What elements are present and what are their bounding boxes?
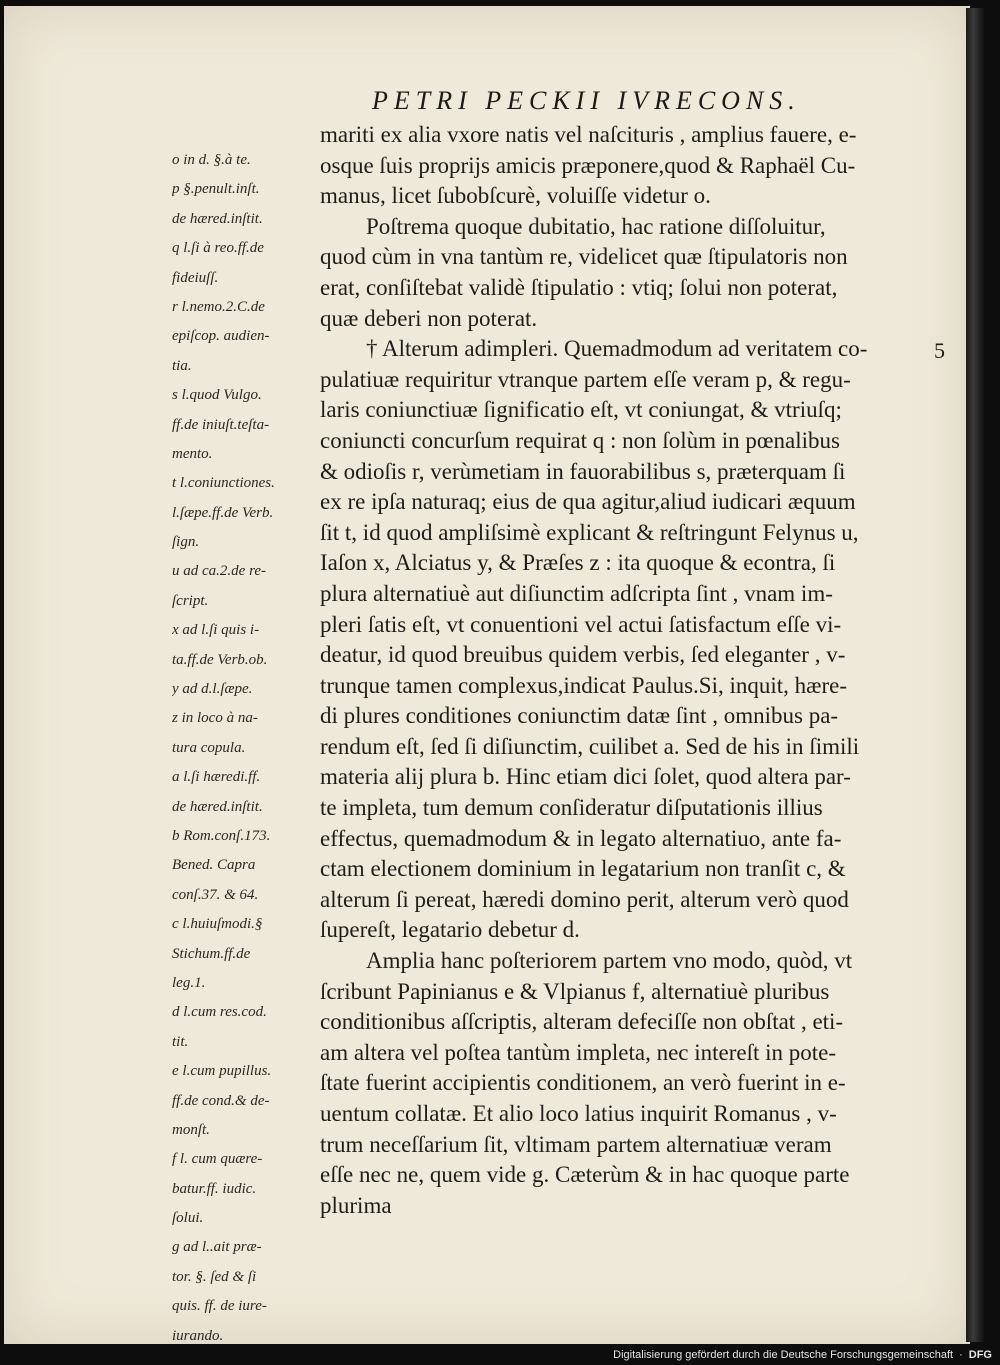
marginal-note-line: y ad d.l.ſæpe. [172, 681, 253, 698]
text-line: ſcribunt Papinianus e & Vlpianus f, alternatiuè pluribus [320, 978, 830, 1004]
marginal-note-line: o in d. §.à te. [172, 152, 251, 168]
marginal-note-line: conſ.37. & 64. [172, 886, 259, 903]
separator: · [959, 1349, 963, 1361]
marginal-note-line: f l. cum quære- [172, 1151, 263, 1168]
marginal-note-line: d l.cum res.cod. [172, 1004, 267, 1021]
text-line: quod cùm in vna tantùm re, videlicet quæ ſtipulatoris non [320, 244, 848, 270]
text-line: uentum collatæ. Et alio loco latius inquirit Romanus , v- [320, 1101, 837, 1126]
text-line: ſit t, id quod ampliſsimè explicant & reſtringunt Felynus u, [320, 519, 859, 545]
marginal-note-line: e l.cum pupillus. [172, 1063, 272, 1080]
marginal-note-line: q l.ſi à reo.ff.de [172, 240, 264, 257]
text-line: trunque tamen complexus,indicat Paulus.Si, inquit, hære- [320, 672, 848, 698]
text-line: coniuncti concurſum requirat q : non ſolùm in pœnalibus [320, 427, 840, 453]
marginal-note-line: a l.ſi hæredi.ff. [172, 769, 261, 786]
text-line: pleri ſatis eſt, vt conuentioni vel actui ſatisfactum eſſe vi- [320, 611, 842, 637]
text-line: ſtate fuerint accipientis conditionem, an verò fuerint in e- [320, 1070, 846, 1096]
marginal-note-line: de hæred.inſtit. [172, 798, 263, 815]
marginal-note-line: de hæred.inſtit. [172, 210, 263, 227]
main-text [320, 120, 936, 1221]
marginal-note-line: tia. [172, 357, 192, 374]
text-line: erat, conſiſtebat validè ſtipulatio : vtiq; ſolui non poterat, [320, 274, 838, 300]
marginal-note-line: r l.nemo.2.C.de [172, 298, 265, 315]
marginal-note-line: b Rom.conſ.173. [172, 827, 271, 844]
book-page [4, 6, 970, 1344]
marginal-note-line: fideiuſſ. [172, 269, 219, 286]
marginal-note-line: ff.de cond.& de- [172, 1092, 270, 1109]
marginal-note-line: ff.de iniuſt.teſta- [172, 416, 270, 433]
text-line: te impleta, tum demum conſideratur diſputationis illius [320, 795, 823, 821]
marginal-note-line: mento. [172, 445, 213, 462]
footer-credit [613, 1349, 992, 1361]
marginal-note-line: z in loco à na- [172, 710, 258, 727]
text-line: ſupereſt, legatario debetur d. [320, 917, 580, 943]
text-line: Poſtrema quoque dubitatio, hac ratione diſſoluitur, [366, 213, 826, 239]
marginal-note-line: ſcript. [172, 592, 209, 609]
marginal-note-line: monſt. [172, 1121, 210, 1138]
marginal-note-line: Stichum.ff.de [172, 945, 251, 962]
text-line: conditionibus aſſcriptis, alteram defeciſſe non obſtat , eti- [320, 1009, 844, 1035]
running-title: PETRI PECKII IVRECONS. [372, 86, 801, 115]
text-line: di plures conditiones coniunctim datæ ſint , omnibus pa- [320, 703, 839, 729]
text-line: plura alternatiuè aut diſiunctim adſcripta ſint , vnam im- [320, 580, 833, 606]
marginal-note-line: u ad ca.2.de re- [172, 563, 266, 580]
marginal-note-line: batur.ff. iudic. [172, 1180, 257, 1197]
marginal-note-line: ſolui. [172, 1210, 204, 1227]
marginal-note-line: t l.coniunctiones. [172, 475, 275, 492]
marginal-note-line: x ad l.ſi quis i- [172, 622, 260, 639]
text-line: Iaſon x, Alciatus y, & Præſes z : ita quoque & econtra, ſi [320, 550, 836, 576]
marginal-note-line: ta.ff.de Verb.ob. [172, 651, 268, 668]
text-line: effectus, quemadmodum & in legato alternatiuo, ante fa- [320, 825, 842, 851]
text-line: mariti ex alia vxore natis vel naſcituris , amplius fauere, e- [320, 122, 857, 147]
text-line: † Alterum adimpleri. Quemadmodum ad veritatem co- [366, 336, 868, 362]
text-line: laris coniunctiuæ ſignificatio eſt, vt coniungat, & vtriuſq; [320, 397, 842, 423]
marginal-note-line: iurando. [172, 1327, 224, 1344]
text-line: materia alij plura b. Hinc etiam dici ſolet, quod altera par- [320, 764, 851, 790]
marginal-note-line: epiſcop. audien- [172, 328, 270, 345]
text-line: plurima [320, 1192, 392, 1218]
marginal-note-line: quis. ff. de iure- [172, 1298, 267, 1315]
text-line: eſſe nec ne, quem vide g. Cæterùm & in hac quoque parte [320, 1162, 850, 1188]
marginal-note-line: Bened. Capra [172, 857, 256, 874]
text-line: osque ſuis proprijs amicis præponere,quod & Raphaël Cu- [320, 152, 856, 178]
text-line: quæ deberi non poterat. [320, 305, 538, 331]
marginal-note-line: p §.penult.inſt. [172, 181, 260, 198]
text-line: deatur, id quod breuibus quidem verbis, ſed eleganter , v- [320, 642, 846, 668]
footer-text: Digitalisierung gefördert durch die Deutsche Forschungsgemeinschaft [613, 1349, 954, 1361]
text-line: trum neceſſarium ſit, vltimam partem alternatiuæ veram [320, 1131, 832, 1157]
dfg-logo-icon: DFG [968, 1349, 992, 1361]
text-line: & odioſis r, verùmetiam in fauorabilibus s, præterquam ſi [320, 458, 846, 484]
marginal-note-line: ſign. [172, 534, 200, 551]
margin-number: 5 [934, 338, 945, 363]
marginal-note-line: leg.1. [172, 974, 206, 991]
text-line: alterum ſi pereat, hæredi domino perit, alterum verò quod [320, 886, 849, 912]
marginal-notes [172, 146, 320, 1344]
text-line: Amplia hanc poſteriorem partem vno modo, quòd, vt [366, 948, 853, 974]
marginal-note-line: l.ſæpe.ff.de Verb. [172, 504, 274, 521]
marginal-note-line: g ad l..ait præ- [172, 1239, 262, 1256]
marginal-note-line: s l.quod Vulgo. [172, 387, 262, 404]
marginal-note-line: c l.huiuſmodi.§ [172, 916, 263, 933]
text-line: am altera vel poſtea tantùm impleta, nec intereſt in pote- [320, 1039, 837, 1065]
page-edge [966, 8, 984, 1342]
text-line: manus, licet ſubobſcurè, voluiſſe videtur o. [320, 183, 711, 209]
text-line: rendum eſt, ſed ſi diſiunctim, cuilibet a. Sed de his in ſimili [320, 733, 860, 759]
marginal-note-line: tit. [172, 1033, 189, 1050]
text-line: ex re ipſa naturaq; eius de qua agitur,aliud iudicari æquum [320, 489, 856, 515]
text-line: ctam electionem dominium in legatarium non tranſit c, & [320, 856, 846, 882]
marginal-note-line: tura copula. [172, 739, 246, 756]
marginal-note-line: tor. §. ſed & ſi [172, 1268, 257, 1285]
text-line: pulatiuæ requiritur vtranque partem eſſe veram p, & regu- [320, 366, 851, 392]
